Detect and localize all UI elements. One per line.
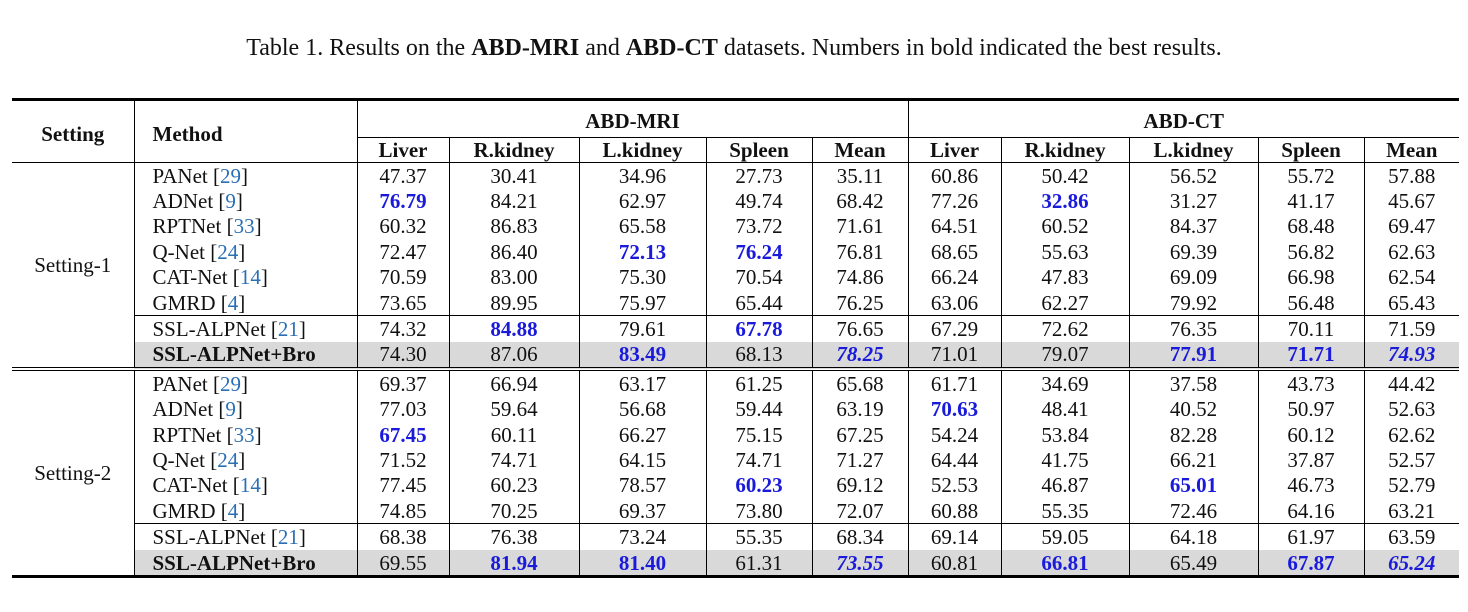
citation-close: ] xyxy=(238,239,246,264)
value-cell: 76.24 xyxy=(706,239,812,264)
value-cell: 70.11 xyxy=(1258,316,1364,342)
value-cell: 75.30 xyxy=(579,265,706,290)
value-cell: 61.97 xyxy=(1258,524,1364,550)
value-cell: 70.59 xyxy=(357,265,449,290)
citation-link[interactable]: 9 xyxy=(225,189,236,214)
method-cell xyxy=(134,498,357,524)
citation-close: ] xyxy=(298,525,306,550)
header-setting: Setting xyxy=(12,100,134,163)
method-cell xyxy=(134,163,357,189)
citation-close: ] xyxy=(298,317,306,342)
value-cell: 69.55 xyxy=(357,550,449,577)
value-cell: 60.86 xyxy=(908,163,1001,189)
value-cell: 60.88 xyxy=(908,498,1001,524)
method-name: PANet [ xyxy=(152,371,220,396)
value-cell: 49.74 xyxy=(706,188,812,213)
citation-link[interactable]: 21 xyxy=(277,317,299,342)
value-cell: 78.57 xyxy=(579,473,706,498)
value-cell: 75.97 xyxy=(579,290,706,316)
value-cell: 41.17 xyxy=(1258,188,1364,213)
citation-link[interactable]: 21 xyxy=(277,525,299,550)
value-cell: 56.68 xyxy=(579,397,706,422)
caption-mid: and xyxy=(579,35,626,61)
value-cell: 74.71 xyxy=(706,447,812,472)
value-cell: 52.63 xyxy=(1364,397,1459,422)
header-col-rkidney-mri: R.kidney xyxy=(449,138,579,163)
value-cell: 82.28 xyxy=(1129,422,1258,447)
citation-link[interactable]: 33 xyxy=(233,214,255,239)
header-col-liver-ct: Liver xyxy=(908,138,1001,163)
header-col-lkidney-mri: L.kidney xyxy=(579,138,706,163)
citation-close: ] xyxy=(235,397,243,422)
method-cell xyxy=(134,473,357,498)
value-cell: 73.24 xyxy=(579,524,706,550)
value-cell: 53.84 xyxy=(1001,422,1129,447)
value-cell: 52.57 xyxy=(1364,447,1459,472)
header-col-lkidney-ct: L.kidney xyxy=(1129,138,1258,163)
caption-bold-mri: ABD-MRI xyxy=(471,35,580,61)
value-cell: 71.71 xyxy=(1258,342,1364,369)
citation-close: ] xyxy=(235,189,243,214)
value-cell: 84.21 xyxy=(449,188,579,213)
value-cell: 76.25 xyxy=(812,290,908,316)
value-cell: 86.83 xyxy=(449,214,579,239)
value-cell: 60.32 xyxy=(357,214,449,239)
value-cell: 74.85 xyxy=(357,498,449,524)
method-name: CAT-Net [ xyxy=(152,473,240,498)
value-cell: 79.61 xyxy=(579,316,706,342)
value-cell: 67.29 xyxy=(908,316,1001,342)
value-cell: 68.38 xyxy=(357,524,449,550)
value-cell: 45.67 xyxy=(1364,188,1459,213)
value-cell: 67.78 xyxy=(706,316,812,342)
citation-link[interactable]: 4 xyxy=(227,498,239,523)
value-cell: 56.82 xyxy=(1258,239,1364,264)
value-cell: 70.63 xyxy=(908,397,1001,422)
citation-close: ] xyxy=(240,371,248,396)
table-row xyxy=(12,342,1459,369)
value-cell: 83.49 xyxy=(579,342,706,369)
citation-close: ] xyxy=(240,163,248,188)
value-cell: 60.11 xyxy=(449,422,579,447)
value-cell: 56.48 xyxy=(1258,290,1364,316)
value-cell: 59.44 xyxy=(706,397,812,422)
value-cell: 62.27 xyxy=(1001,290,1129,316)
citation-close: ] xyxy=(260,265,268,290)
table-row xyxy=(12,265,1459,290)
table-row xyxy=(12,316,1459,342)
value-cell: 62.97 xyxy=(579,188,706,213)
table-row xyxy=(12,188,1459,213)
citation-link[interactable]: 33 xyxy=(233,422,255,447)
value-cell: 69.39 xyxy=(1129,239,1258,264)
method-cell xyxy=(134,342,357,369)
method-cell xyxy=(134,239,357,264)
value-cell: 72.62 xyxy=(1001,316,1129,342)
value-cell: 71.01 xyxy=(908,342,1001,369)
value-cell: 74.93 xyxy=(1364,342,1459,369)
value-cell: 46.87 xyxy=(1001,473,1129,498)
value-cell: 84.88 xyxy=(449,316,579,342)
method-name: RPTNet [ xyxy=(152,214,234,239)
value-cell: 34.96 xyxy=(579,163,706,189)
value-cell: 65.44 xyxy=(706,290,812,316)
value-cell: 55.35 xyxy=(1001,498,1129,524)
value-cell: 68.65 xyxy=(908,239,1001,264)
method-cell xyxy=(134,447,357,472)
method-name: SSL-ALPNet+Bro xyxy=(152,342,316,367)
value-cell: 72.07 xyxy=(812,498,908,524)
value-cell: 64.15 xyxy=(579,447,706,472)
citation-close: ] xyxy=(238,447,246,472)
method-cell xyxy=(134,422,357,447)
method-name: PANet [ xyxy=(152,163,220,188)
value-cell: 60.52 xyxy=(1001,214,1129,239)
value-cell: 72.13 xyxy=(579,239,706,264)
method-name: Q-Net [ xyxy=(152,239,218,264)
value-cell: 70.54 xyxy=(706,265,812,290)
value-cell: 63.21 xyxy=(1364,498,1459,524)
value-cell: 73.55 xyxy=(812,550,908,577)
value-cell: 78.25 xyxy=(812,342,908,369)
value-cell: 50.97 xyxy=(1258,397,1364,422)
value-cell: 65.58 xyxy=(579,214,706,239)
value-cell: 55.35 xyxy=(706,524,812,550)
value-cell: 63.06 xyxy=(908,290,1001,316)
results-table xyxy=(12,98,1459,578)
value-cell: 60.12 xyxy=(1258,422,1364,447)
method-cell xyxy=(134,550,357,577)
value-cell: 79.92 xyxy=(1129,290,1258,316)
table-row xyxy=(12,214,1459,239)
table-row xyxy=(12,163,1459,189)
value-cell: 69.09 xyxy=(1129,265,1258,290)
value-cell: 68.34 xyxy=(812,524,908,550)
value-cell: 69.14 xyxy=(908,524,1001,550)
citation-link[interactable]: 24 xyxy=(217,447,239,472)
table-row xyxy=(12,498,1459,524)
value-cell: 87.06 xyxy=(449,342,579,369)
value-cell: 47.83 xyxy=(1001,265,1129,290)
value-cell: 62.54 xyxy=(1364,265,1459,290)
value-cell: 66.81 xyxy=(1001,550,1129,577)
method-name: SSL-ALPNet [ xyxy=(152,525,278,550)
value-cell: 69.47 xyxy=(1364,214,1459,239)
value-cell: 43.73 xyxy=(1258,369,1364,396)
value-cell: 76.65 xyxy=(812,316,908,342)
header-group-abd-mri: ABD-MRI xyxy=(357,100,908,138)
header-col-mean-mri: Mean xyxy=(812,138,908,163)
value-cell: 52.79 xyxy=(1364,473,1459,498)
value-cell: 71.59 xyxy=(1364,316,1459,342)
value-cell: 52.53 xyxy=(908,473,1001,498)
value-cell: 66.24 xyxy=(908,265,1001,290)
caption-prefix: Table 1. Results on the xyxy=(246,35,472,61)
value-cell: 83.00 xyxy=(449,265,579,290)
table-row xyxy=(12,550,1459,577)
header-col-rkidney-ct: R.kidney xyxy=(1001,138,1129,163)
citation-link[interactable]: 29 xyxy=(219,163,241,188)
value-cell: 63.17 xyxy=(579,369,706,396)
value-cell: 89.95 xyxy=(449,290,579,316)
method-name: Q-Net [ xyxy=(152,447,218,472)
value-cell: 86.40 xyxy=(449,239,579,264)
value-cell: 63.59 xyxy=(1364,524,1459,550)
method-cell xyxy=(134,369,357,396)
value-cell: 35.11 xyxy=(812,163,908,189)
value-cell: 69.37 xyxy=(357,369,449,396)
value-cell: 77.03 xyxy=(357,397,449,422)
value-cell: 47.37 xyxy=(357,163,449,189)
value-cell: 62.62 xyxy=(1364,422,1459,447)
value-cell: 46.73 xyxy=(1258,473,1364,498)
header-col-spleen-ct: Spleen xyxy=(1258,138,1364,163)
citation-link[interactable]: 14 xyxy=(239,473,261,498)
citation-close: ] xyxy=(238,498,246,523)
method-name: SSL-ALPNet+Bro xyxy=(152,550,316,575)
citation-link[interactable]: 4 xyxy=(227,290,239,315)
value-cell: 32.86 xyxy=(1001,188,1129,213)
method-cell xyxy=(134,290,357,316)
setting-label: Setting-1 xyxy=(12,163,134,370)
method-name: ADNet [ xyxy=(152,189,226,214)
value-cell: 74.86 xyxy=(812,265,908,290)
table-row xyxy=(12,369,1459,396)
value-cell: 65.49 xyxy=(1129,550,1258,577)
citation-close: ] xyxy=(238,290,246,315)
value-cell: 55.63 xyxy=(1001,239,1129,264)
method-name: ADNet [ xyxy=(152,397,226,422)
value-cell: 68.42 xyxy=(812,188,908,213)
value-cell: 73.65 xyxy=(357,290,449,316)
value-cell: 67.87 xyxy=(1258,550,1364,577)
value-cell: 40.52 xyxy=(1129,397,1258,422)
citation-link[interactable]: 9 xyxy=(225,397,236,422)
value-cell: 37.58 xyxy=(1129,369,1258,396)
value-cell: 81.94 xyxy=(449,550,579,577)
caption-suffix: datasets. Numbers in bold indicated the best results. xyxy=(717,35,1222,61)
value-cell: 71.61 xyxy=(812,214,908,239)
value-cell: 68.13 xyxy=(706,342,812,369)
value-cell: 67.25 xyxy=(812,422,908,447)
value-cell: 69.12 xyxy=(812,473,908,498)
value-cell: 48.41 xyxy=(1001,397,1129,422)
value-cell: 73.72 xyxy=(706,214,812,239)
citation-link[interactable]: 14 xyxy=(239,265,261,290)
value-cell: 65.68 xyxy=(812,369,908,396)
value-cell: 41.75 xyxy=(1001,447,1129,472)
value-cell: 69.37 xyxy=(579,498,706,524)
value-cell: 75.15 xyxy=(706,422,812,447)
value-cell: 64.44 xyxy=(908,447,1001,472)
value-cell: 79.07 xyxy=(1001,342,1129,369)
value-cell: 57.88 xyxy=(1364,163,1459,189)
value-cell: 66.21 xyxy=(1129,447,1258,472)
table-row xyxy=(12,239,1459,264)
value-cell: 66.27 xyxy=(579,422,706,447)
table-row xyxy=(12,447,1459,472)
value-cell: 76.38 xyxy=(449,524,579,550)
value-cell: 50.42 xyxy=(1001,163,1129,189)
value-cell: 74.71 xyxy=(449,447,579,472)
value-cell: 64.16 xyxy=(1258,498,1364,524)
header-method: Method xyxy=(134,100,357,163)
value-cell: 77.26 xyxy=(908,188,1001,213)
value-cell: 77.91 xyxy=(1129,342,1258,369)
value-cell: 76.79 xyxy=(357,188,449,213)
citation-close: ] xyxy=(254,214,262,239)
citation-link[interactable]: 29 xyxy=(219,371,241,396)
value-cell: 65.01 xyxy=(1129,473,1258,498)
value-cell: 71.52 xyxy=(357,447,449,472)
value-cell: 61.71 xyxy=(908,369,1001,396)
citation-close: ] xyxy=(260,473,268,498)
table-row xyxy=(12,422,1459,447)
value-cell: 31.27 xyxy=(1129,188,1258,213)
value-cell: 61.31 xyxy=(706,550,812,577)
table-caption xyxy=(0,35,1468,62)
value-cell: 63.19 xyxy=(812,397,908,422)
value-cell: 44.42 xyxy=(1364,369,1459,396)
value-cell: 77.45 xyxy=(357,473,449,498)
method-name: RPTNet [ xyxy=(152,422,234,447)
value-cell: 64.51 xyxy=(908,214,1001,239)
value-cell: 59.64 xyxy=(449,397,579,422)
value-cell: 30.41 xyxy=(449,163,579,189)
value-cell: 76.35 xyxy=(1129,316,1258,342)
value-cell: 71.27 xyxy=(812,447,908,472)
value-cell: 74.32 xyxy=(357,316,449,342)
value-cell: 76.81 xyxy=(812,239,908,264)
method-name: GMRD [ xyxy=(152,290,228,315)
value-cell: 65.24 xyxy=(1364,550,1459,577)
value-cell: 68.48 xyxy=(1258,214,1364,239)
method-cell xyxy=(134,265,357,290)
header-col-liver-mri: Liver xyxy=(357,138,449,163)
value-cell: 72.46 xyxy=(1129,498,1258,524)
value-cell: 73.80 xyxy=(706,498,812,524)
method-cell xyxy=(134,397,357,422)
value-cell: 34.69 xyxy=(1001,369,1129,396)
value-cell: 62.63 xyxy=(1364,239,1459,264)
value-cell: 37.87 xyxy=(1258,447,1364,472)
header-group-abd-ct: ABD-CT xyxy=(908,100,1459,138)
header-col-mean-ct: Mean xyxy=(1364,138,1459,163)
method-name: GMRD [ xyxy=(152,498,228,523)
header-col-spleen-mri: Spleen xyxy=(706,138,812,163)
method-cell xyxy=(134,524,357,550)
value-cell: 67.45 xyxy=(357,422,449,447)
method-cell xyxy=(134,188,357,213)
value-cell: 60.23 xyxy=(449,473,579,498)
value-cell: 60.23 xyxy=(706,473,812,498)
value-cell: 61.25 xyxy=(706,369,812,396)
value-cell: 60.81 xyxy=(908,550,1001,577)
value-cell: 54.24 xyxy=(908,422,1001,447)
value-cell: 74.30 xyxy=(357,342,449,369)
value-cell: 56.52 xyxy=(1129,163,1258,189)
value-cell: 66.98 xyxy=(1258,265,1364,290)
method-name: SSL-ALPNet [ xyxy=(152,317,278,342)
table-row xyxy=(12,524,1459,550)
table-row xyxy=(12,290,1459,316)
method-name: CAT-Net [ xyxy=(152,265,240,290)
value-cell: 65.43 xyxy=(1364,290,1459,316)
value-cell: 59.05 xyxy=(1001,524,1129,550)
caption-bold-ct: ABD-CT xyxy=(625,35,718,61)
table-row xyxy=(12,397,1459,422)
value-cell: 66.94 xyxy=(449,369,579,396)
value-cell: 84.37 xyxy=(1129,214,1258,239)
value-cell: 72.47 xyxy=(357,239,449,264)
value-cell: 27.73 xyxy=(706,163,812,189)
table-row xyxy=(12,473,1459,498)
setting-label: Setting-2 xyxy=(12,369,134,577)
method-cell xyxy=(134,316,357,342)
method-cell xyxy=(134,214,357,239)
citation-link[interactable]: 24 xyxy=(217,239,239,264)
value-cell: 81.40 xyxy=(579,550,706,577)
value-cell: 64.18 xyxy=(1129,524,1258,550)
citation-close: ] xyxy=(254,422,262,447)
value-cell: 70.25 xyxy=(449,498,579,524)
value-cell: 55.72 xyxy=(1258,163,1364,189)
